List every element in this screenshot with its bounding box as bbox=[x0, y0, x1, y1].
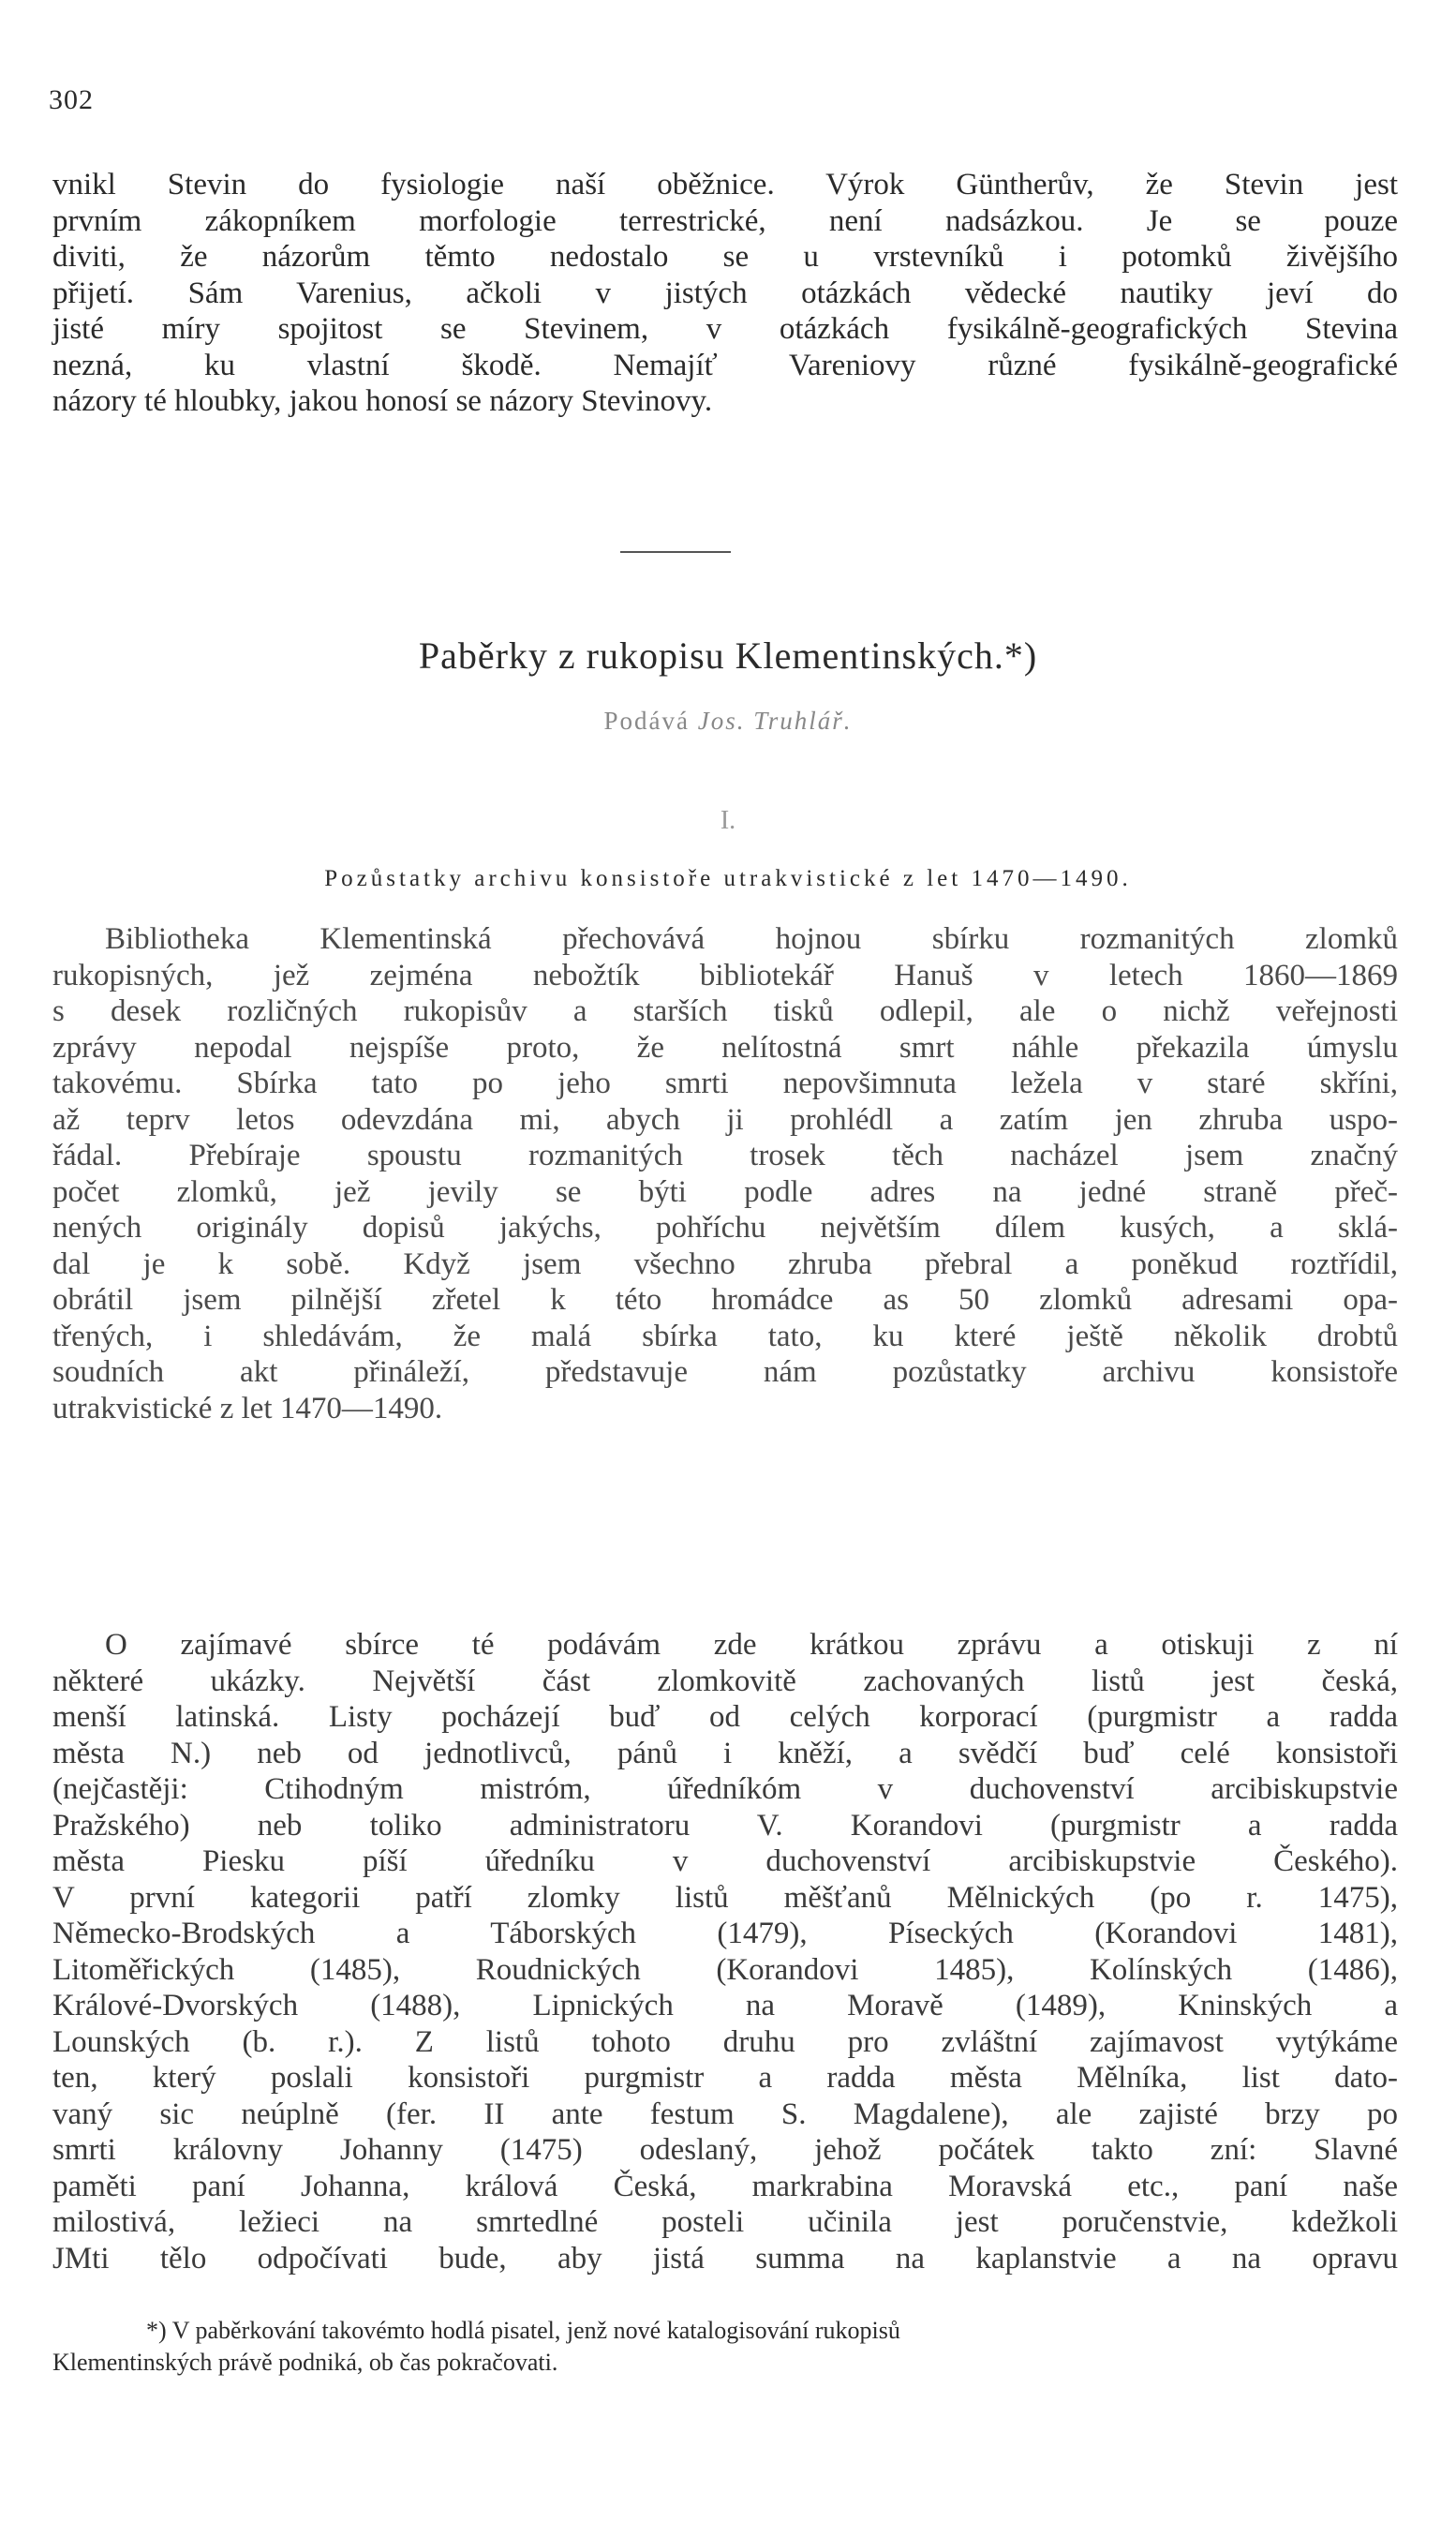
article-title: Paběrky z rukopisu Klementinských.*) bbox=[418, 634, 1038, 677]
text-line: některé ukázky. Největší část zlomkovitě zachovaných listů jest česká, bbox=[52, 1664, 1398, 1698]
text-line: přijetí. Sám Varenius, ačkoli v jistých otázkách vědecké nautiky jeví do bbox=[52, 276, 1398, 310]
text-line: vnikl Stevin do fysiologie naší oběžnice. Výrok Güntherův, že Stevin jest bbox=[52, 168, 1398, 201]
text-line: menší latinská. Listy pocházejí buď od celých korporací (purgmistr a radda bbox=[52, 1700, 1398, 1734]
text-line: milostivá, ležieci na smrtedlné posteli učinila jest poručenstvie, kdežkoli bbox=[52, 2205, 1398, 2239]
text-line: Pražského) neb toliko administratoru V. Korandovi (purgmistr a radda bbox=[52, 1808, 1398, 1843]
footnote-line: Klementinských právě podniká, ob čas pokračovati. bbox=[52, 2349, 558, 2376]
byline-prefix: Podává bbox=[603, 707, 690, 735]
page-number: 302 bbox=[49, 84, 94, 115]
body-paragraph-1 bbox=[52, 921, 1398, 1426]
section-number: I. bbox=[720, 806, 736, 835]
text-line: (nejčastěji: Ctihodným mistróm, úředníkóm v duchovenství arcibiskupstvie bbox=[52, 1772, 1398, 1806]
text-line: řádal. Přebíraje spoustu rozmanitých trosek těch nacházel jsem značný bbox=[52, 1139, 1398, 1172]
text-line: Králové-Dvorských (1488), Lipnických na Moravě (1489), Kninských a bbox=[52, 1989, 1398, 2022]
text-line: prvním zákopníkem morfologie terrestrické, není nadsázkou. Je se pouze bbox=[52, 203, 1398, 238]
footnote bbox=[52, 2315, 1398, 2379]
text-line: obrátil jsem pilnější zřetel k této hromádce as 50 zlomků adresami opa- bbox=[52, 1283, 1398, 1317]
text-line: diviti, že názorům těmto nedostalo se u vrstevníků i potomků živějšího bbox=[52, 240, 1398, 274]
text-line: smrti královny Johanny (1475) odeslaný, jehož počátek takto zní: Slavné bbox=[52, 2133, 1398, 2167]
section-divider bbox=[620, 551, 731, 553]
text-line: V první kategorii patří zlomky listů měšťanů Mělnických (po r. 1475), bbox=[52, 1880, 1398, 1915]
text-line: zprávy nepodal nejspíše proto, že nelítostná smrt náhle překazila úmyslu bbox=[52, 1030, 1398, 1065]
text-line: nezná, ku vlastní škodě. Nemajíť Vareniovy různé fysikálně-geografické bbox=[52, 348, 1398, 382]
text-line: ten, který poslali konsistoři purgmistr a radda města Mělníka, list dato- bbox=[52, 2061, 1398, 2095]
text-line: rukopisných, jež zejména nebožtík bibliotekář Hanuš v letech 1860—1869 bbox=[52, 958, 1398, 992]
intro-paragraph bbox=[52, 167, 1398, 420]
text-line: Lounských (b. r.). Z listů tohoto druhu pro zvláštní zajímavost vytýkáme bbox=[52, 2024, 1398, 2059]
article-byline bbox=[0, 707, 1456, 736]
text-line: takovému. Sbírka tato po jeho smrti nepovšimnuta ležela v staré skříni, bbox=[52, 1067, 1398, 1100]
text-line: vaný sic neúplně (fer. II ante festum S. Magdalene), ale zajisté brzy po bbox=[52, 2097, 1398, 2131]
body-paragraph-2 bbox=[52, 1627, 1398, 2276]
text-line: Bibliotheka Klementinská přechovává hojnou sbírku rozmanitých zlomků bbox=[105, 922, 1398, 956]
text-line: jisté míry spojitost se Stevinem, v otázkách fysikálně-geografických Stevina bbox=[52, 312, 1398, 346]
text-line: názory té hloubky, jakou honosí se názory Stevinovy. bbox=[52, 384, 713, 418]
text-line: počet zlomků, jež jevily se býti podle adres na jedné straně přeč- bbox=[52, 1174, 1398, 1209]
text-line: třených, i shledávám, že malá sbírka tato, ku které ještě několik drobtů bbox=[52, 1319, 1398, 1353]
text-line: až teprv letos odevzdána mi, abych ji prohlédl a zatím jen zhruba uspo- bbox=[52, 1102, 1398, 1137]
text-line: JMti tělo odpočívati bude, aby jistá summa na kaplanstvie a na opravu bbox=[52, 2241, 1398, 2276]
text-line: města N.) neb od jednotlivců, pánů i kněží, a svědčí buď celé konsistoři bbox=[52, 1736, 1398, 1770]
text-line: O zajímavé sbírce té podávám zde krátkou zprávu a otiskuji z ní bbox=[105, 1628, 1398, 1662]
section-heading: Pozůstatky archivu konsistoře utrakvistické z let 1470—1490. bbox=[324, 866, 1132, 891]
text-line: s desek rozličných rukopisův a starších tisků odlepil, ale o nichž veřejnosti bbox=[52, 994, 1398, 1028]
text-line: města Piesku píší úředníku v duchovenství arcibiskupstvie Českého). bbox=[52, 1844, 1398, 1878]
text-line: Litoměřických (1485), Roudnických (Korandovi 1485), Kolínských (1486), bbox=[52, 1952, 1398, 1987]
byline-author: Jos. Truhlář. bbox=[697, 707, 853, 735]
text-line: Německo-Brodských a Táborských (1479), Píseckých (Korandovi 1481), bbox=[52, 1917, 1398, 1950]
text-line: paměti paní Johanna, králová Česká, markrabina Moravská etc., paní naše bbox=[52, 2169, 1398, 2203]
text-line: nených originály dopisů jakýchs, pohříchu největším dílem kusých, a sklá- bbox=[52, 1211, 1398, 1245]
footnote-line: *) V paběrkování takovémto hodlá pisatel, jenž nové katalogisování rukopisů bbox=[146, 2317, 900, 2344]
text-line: soudních akt přináleží, představuje nám pozůstatky archivu konsistoře bbox=[52, 1355, 1398, 1389]
text-line: dal je k sobě. Když jsem všechno zhruba přebral a poněkud roztřídil, bbox=[52, 1246, 1398, 1281]
text-line: utrakvistické z let 1470—1490. bbox=[52, 1391, 443, 1425]
